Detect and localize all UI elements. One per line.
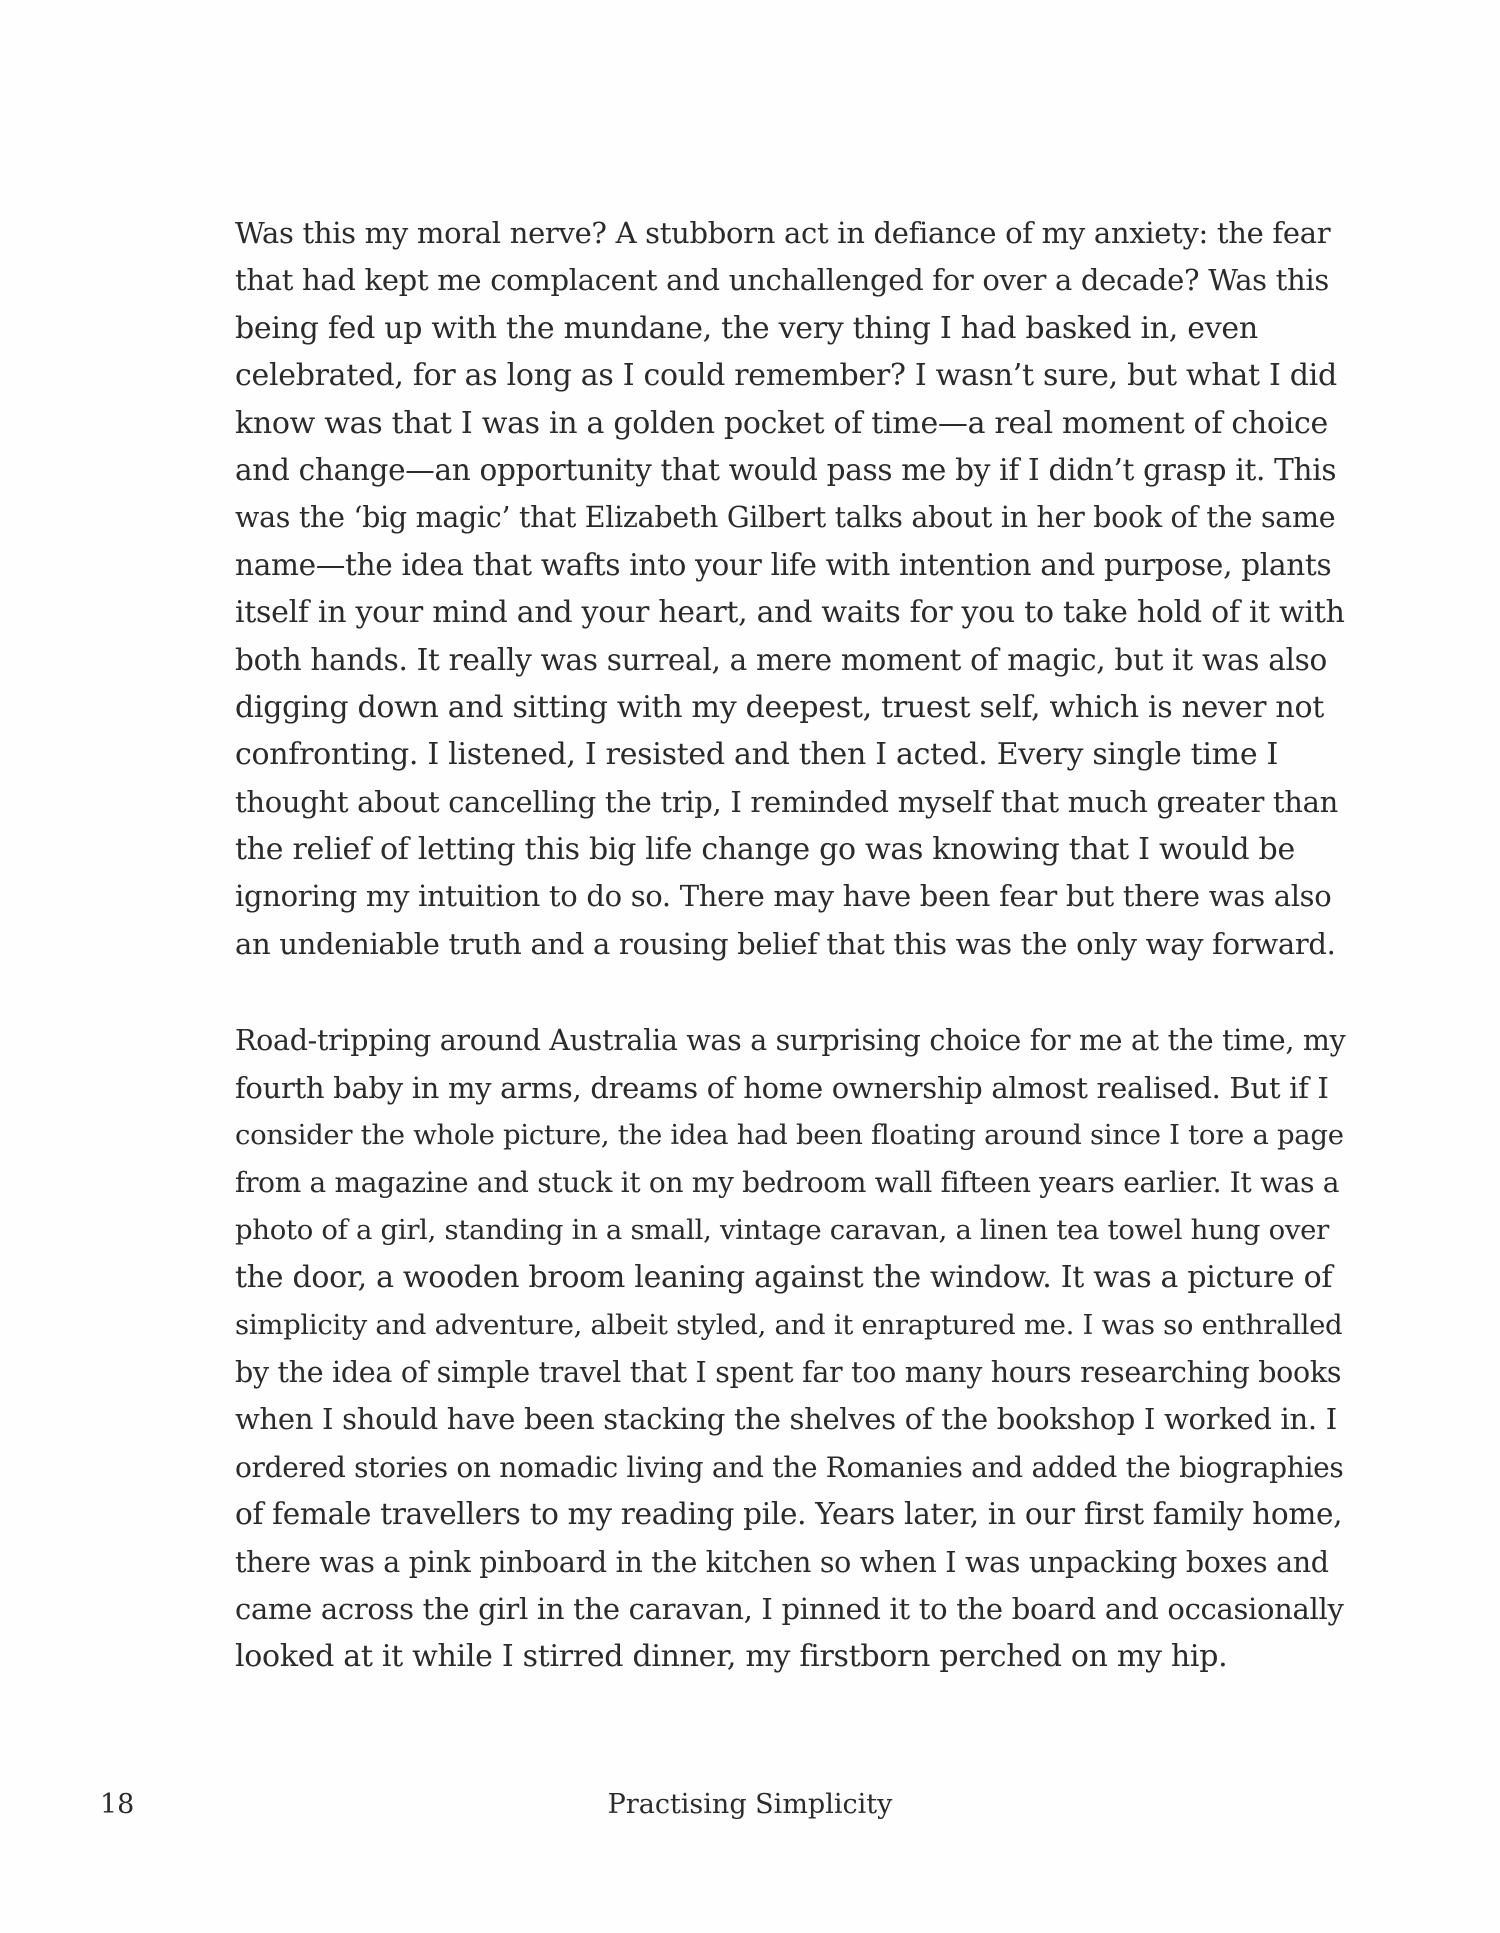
text-line: from a magazine and stuck it on my bedroom wall fifteen years earlier. It was a <box>235 1166 1340 1200</box>
paragraph-spacer <box>235 968 1345 1017</box>
text-line: Road-tripping around Australia was a surprising choice for me at the time, my <box>235 1024 1346 1058</box>
text-line: confronting. I listened, I resisted and then I acted. Every single time I <box>235 737 1279 773</box>
text-line: fourth baby in my arms, dreams of home ownership almost realised. But if I <box>235 1070 1329 1105</box>
text-line: know was that I was in a golden pocket of time—a real moment of choice <box>235 405 1328 441</box>
text-line: photo of a girl, standing in a small, vintage caravan, a linen tea towel hung over <box>235 1213 1329 1246</box>
text-line: name—the idea that wafts into your life with intention and purpose, plants <box>235 547 1332 582</box>
text-line: when I should have been stacking the shelves of the bookshop I worked in. I <box>235 1402 1337 1437</box>
text-line: looked at it while I stirred dinner, my firstborn perched on my hip. <box>235 1639 1228 1675</box>
text-line: came across the girl in the caravan, I pinned it to the board and occasionally <box>235 1591 1344 1626</box>
paragraph-2 <box>235 1017 1345 1680</box>
paragraph-1 <box>235 210 1345 968</box>
text-line: was the ‘big magic’ that Elizabeth Gilbert talks about in her book of the same <box>235 501 1336 535</box>
text-line: and change—an opportunity that would pass me by if I didn’t grasp it. This <box>235 452 1337 487</box>
body-text <box>235 210 1345 1681</box>
page-number: 18 <box>100 1789 135 1820</box>
text-line: the relief of letting this big life change go was knowing that I would be <box>235 832 1295 868</box>
text-line: thought about cancelling the trip, I reminded myself that much greater than <box>235 784 1339 819</box>
running-footer-title: Practising Simplicity <box>607 1789 893 1820</box>
text-line: both hands. It really was surreal, a mere moment of magic, but it was also <box>235 642 1327 677</box>
text-line: the door, a wooden broom leaning against the window. It was a picture of <box>235 1260 1333 1296</box>
text-line: there was a pink pinboard in the kitchen so when I was unpacking boxes and <box>235 1545 1329 1579</box>
text-line: of female travellers to my reading pile. Years later, in our first family home, <box>235 1497 1343 1532</box>
text-line: digging down and sitting with my deepest, truest self, which is never not <box>235 689 1324 725</box>
text-line: Was this my moral nerve? A stubborn act in defiance of my anxiety: the fear <box>235 216 1331 250</box>
text-line: that had kept me complacent and unchallenged for over a decade? Was this <box>235 263 1329 298</box>
text-line: consider the whole picture, the idea had been floating around since I tore a page <box>235 1119 1344 1152</box>
text-line: ignoring my intuition to do so. There may have been fear but there was also <box>235 879 1332 914</box>
text-line: itself in your mind and your heart, and waits for you to take hold of it with <box>235 595 1345 631</box>
text-line: celebrated, for as long as I could remember? I wasn’t sure, but what I did <box>235 358 1337 394</box>
text-line: ordered stories on nomadic living and the Romanies and added the biographies <box>235 1450 1344 1484</box>
text-line: by the idea of simple travel that I spent far too many hours researching books <box>235 1355 1342 1389</box>
text-line: being fed up with the mundane, the very thing I had basked in, even <box>235 310 1258 346</box>
text-line: simplicity and adventure, albeit styled, and it enraptured me. I was so enthralled <box>235 1308 1343 1341</box>
text-line: an undeniable truth and a rousing belief that this was the only way forward. <box>235 926 1336 961</box>
